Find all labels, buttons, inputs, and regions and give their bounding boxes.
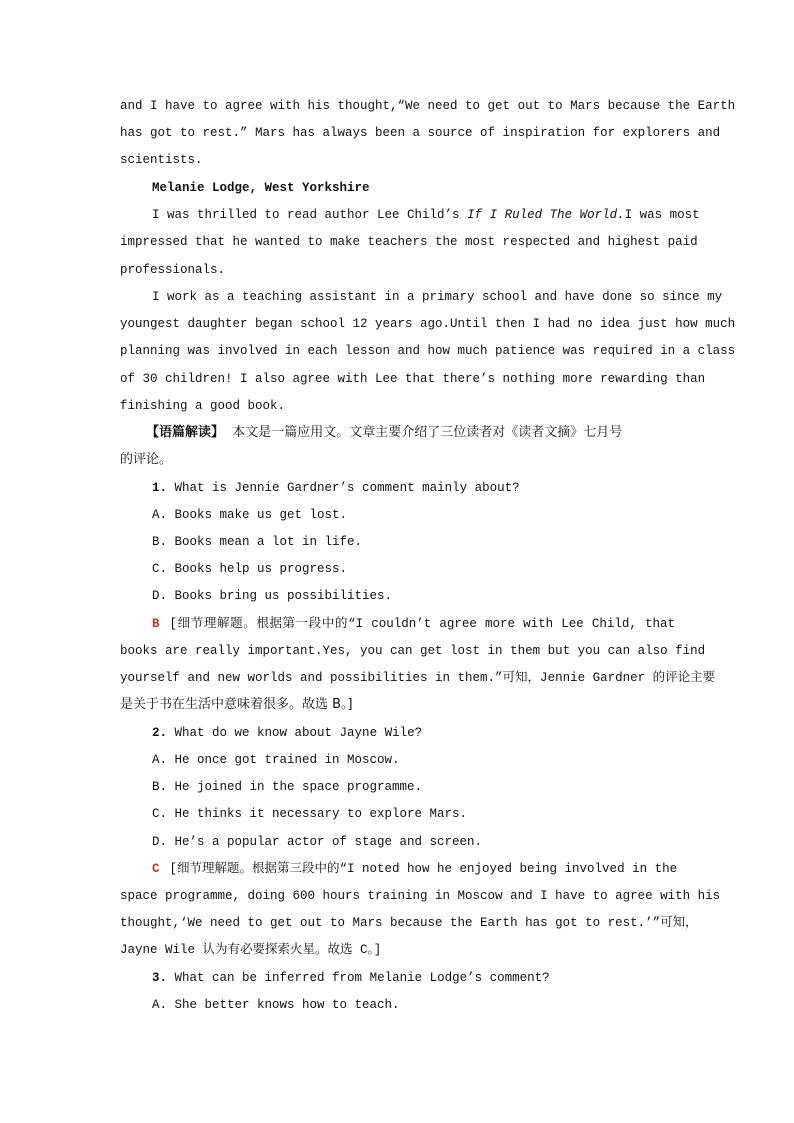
para2-line2: impressed that he wanted to make teachers the most respected and highest paid — [120, 235, 698, 249]
question-2-stem: What do we know about Jayne Wile? — [174, 726, 423, 740]
question-2-number: 2. — [152, 726, 168, 740]
question-3 — [152, 970, 675, 986]
q1-option-c: C. Books help us progress. — [152, 562, 348, 576]
q1-option-b: B. Books mean a lot in life. — [152, 535, 363, 549]
q1-explanation-line2: books are really important.Yes, you can get lost in them but you can also find — [120, 644, 706, 658]
question-2 — [152, 725, 675, 741]
q2-explanation-line3: thought,‘We need to get out to Mars because the Earth has got to rest.’”可知， — [120, 916, 698, 930]
q2-explanation-line2: space programme, doing 600 hours training in Moscow and I have to agree with his — [120, 889, 721, 903]
author-name: Melanie Lodge, West Yorkshire — [152, 181, 370, 195]
para2-line3: professionals. — [120, 263, 226, 277]
q1-explanation-text1: [细节理解题。根据第一段中的“I couldn’t agree more with Lee Child, that — [169, 617, 675, 631]
q2-explanation-line4: Jayne Wile 认为有必要探索火星。故选 C。] — [120, 943, 382, 957]
para2-line1-post: I was most — [624, 208, 700, 222]
q2-explanation-text1: [细节理解题。根据第三段中的“I noted how he enjoyed being involved in the — [169, 862, 678, 876]
para3-line4: of 30 children! I also agree with Lee that there’s nothing more rewarding than — [120, 372, 706, 386]
q2-answer: C — [152, 862, 160, 876]
q1-explanation-line3: yourself and new worlds and possibilities in them.”可知，Jennie Gardner 的评论主要 — [120, 671, 716, 685]
para1-line2: has got to rest.” Mars has always been a source of inspiration for explorers and — [120, 126, 721, 140]
para1-line3: scientists. — [120, 153, 203, 167]
q2-option-a: A. He once got trained in Moscow. — [152, 753, 400, 767]
para1-line1: and I have to agree with his thought,“We need to get out to Mars because the Earth — [120, 99, 736, 113]
q1-option-a: A. Books make us get lost. — [152, 508, 348, 522]
analysis-line2: 的评论。 — [120, 452, 173, 467]
q3-option-a: A. She better knows how to teach. — [152, 998, 400, 1012]
q1-answer: B — [152, 617, 160, 631]
para3-line2: youngest daughter began school 12 years ago.Until then I had no idea just how much — [120, 317, 736, 331]
analysis-text: 本文是一篇应用文。文章主要介绍了三位读者对《读者文摘》七月号 — [232, 425, 623, 440]
q2-option-c: C. He thinks it necessary to explore Mars. — [152, 807, 468, 821]
question-3-number: 3. — [152, 971, 168, 985]
question-1 — [152, 480, 675, 496]
question-1-stem: What is Jennie Gardner’s comment mainly about? — [174, 481, 520, 495]
para3-line5: finishing a good book. — [120, 399, 286, 413]
para3-line3: planning was involved in each lesson and how much patience was required in a class — [120, 344, 736, 358]
para2-line1-pre: I was thrilled to read author Lee Child’s — [152, 208, 468, 222]
q1-option-d: D. Books bring us possibilities. — [152, 589, 393, 603]
q2-option-d: D. He’s a popular actor of stage and screen. — [152, 835, 483, 849]
para3-line1: I work as a teaching assistant in a primary school and have done so since my — [152, 290, 723, 304]
q2-option-b: B. He joined in the space programme. — [152, 780, 423, 794]
analysis-heading: 【语篇解读】 — [146, 425, 225, 440]
q1-explanation-line4: 是关于书在生活中意味着很多。故选 B。] — [120, 697, 353, 712]
q2-explanation-line1 — [152, 861, 678, 877]
analysis-line1 — [146, 425, 669, 441]
question-1-number: 1. — [152, 481, 168, 495]
question-3-stem: What can be inferred from Melanie Lodge’s comment? — [174, 971, 550, 985]
para2-line1 — [152, 207, 700, 223]
q1-explanation-line1 — [152, 616, 675, 632]
book-title: If I Ruled The World. — [467, 208, 625, 222]
